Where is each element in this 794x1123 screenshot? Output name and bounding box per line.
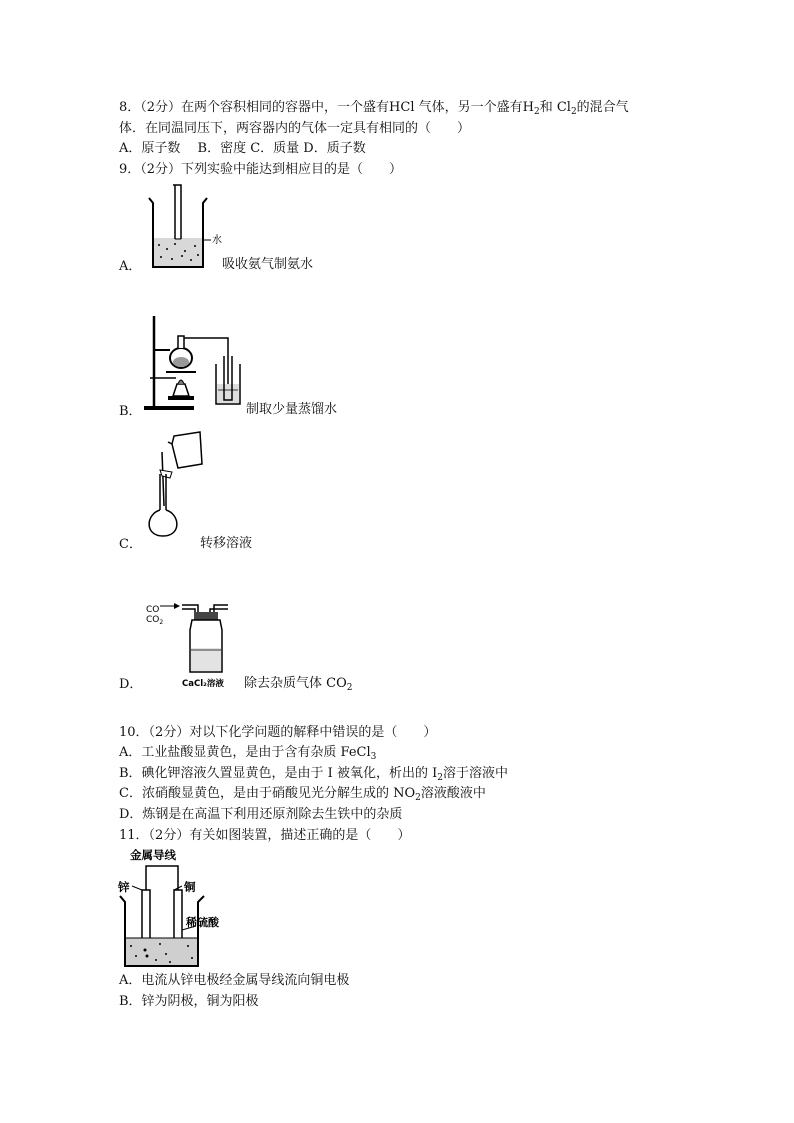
q10-option-b — [119, 765, 508, 783]
q10-option-d: D．炼钢是在高温下利用还原剂除去生铁中的杂质 — [119, 807, 403, 822]
q10-option-a — [119, 744, 376, 762]
q8-options: A．原子数 B．密度 C．质量 D．质子数 — [119, 141, 366, 156]
q9-option-a-letter: A． — [119, 259, 142, 274]
q9-option-c-caption: 转移溶液 — [200, 536, 253, 551]
subscript: 2 — [415, 793, 421, 803]
q9-option-c-letter: C． — [119, 537, 142, 552]
q9-option-b-letter: B． — [119, 404, 142, 419]
copper-label: 铜 — [184, 880, 196, 894]
q10-option-a-text: A．工业盐酸显黄色，是由于含有杂质 FeCl — [119, 745, 371, 760]
q10-option-c — [119, 785, 486, 803]
q9-stem: 9．（2分）下列实验中能达到相应目的是（ ） — [119, 162, 403, 177]
q8-stem-text-c: 的混合气 — [576, 100, 629, 115]
dilute-sulfuric-acid-label: 稀硫酸 — [186, 916, 219, 929]
subscript: 3 — [370, 752, 377, 762]
galvanic-cell-figure — [116, 846, 226, 968]
q9-option-a-caption: 吸收氨气制氨水 — [222, 257, 314, 272]
subscript: 2 — [437, 773, 443, 783]
cacl2-solution-label: CaCl₂溶液 — [182, 679, 224, 689]
co-gas-label: CO — [146, 605, 160, 615]
q8-stem-line1 — [119, 99, 629, 117]
q10-option-b-text: B．碘化钾溶液久置显黄色，是由于 I 被氧化，析出的 I — [119, 766, 438, 781]
transfer-solution-figure — [142, 430, 212, 540]
subscript: 2 — [159, 619, 164, 626]
q8-stem-text-a: 8．（2分）在两个容积相同的容器中，一个盛有HCl 气体，另一个盛有H — [119, 100, 534, 115]
q9-option-d-caption-text: 除去杂质气体 CO — [244, 676, 347, 691]
subscript: 2 — [570, 107, 577, 117]
zinc-label: 锌 — [118, 880, 130, 894]
gas-wash-bottle-figure — [140, 598, 240, 690]
subscript: 2 — [346, 683, 353, 693]
metal-wire-label: 金属导线 — [130, 848, 176, 862]
q10-stem: 10．（2分）对以下化学问题的解释中错误的是（ ） — [119, 725, 437, 740]
q10-option-c-text: C．浓硝酸显黄色，是由于硝酸见光分解生成的 NO — [119, 786, 416, 801]
q11-stem: 11．（2分）有关如图装置，描述正确的是（ ） — [119, 828, 411, 843]
co2-gas-label: $CO_2$ — [146, 615, 164, 626]
q9-option-d-letter: D． — [119, 677, 143, 692]
q9-option-d-caption — [244, 675, 352, 693]
q10-option-c-text-end: 溶液酸液中 — [420, 786, 486, 801]
q10-option-b-text-end: 溶于溶液中 — [442, 766, 508, 781]
q8-stem-line2: 体．在同温同压下，两容器内的气体一定具有相同的（ ） — [119, 121, 471, 136]
distillation-figure — [140, 312, 245, 412]
subscript: 2 — [533, 107, 540, 117]
water-label: 水 — [212, 235, 222, 246]
beaker-absorb-figure — [145, 183, 225, 273]
q8-stem-text-b: 和 Cl — [539, 100, 571, 115]
q9-option-b-caption: 制取少量蒸馏水 — [246, 402, 338, 417]
q11-option-a: A．电流从锌电极经金属导线流向铜电极 — [119, 973, 350, 988]
q11-option-b: B．锌为阴极，铜为阳极 — [119, 994, 259, 1009]
